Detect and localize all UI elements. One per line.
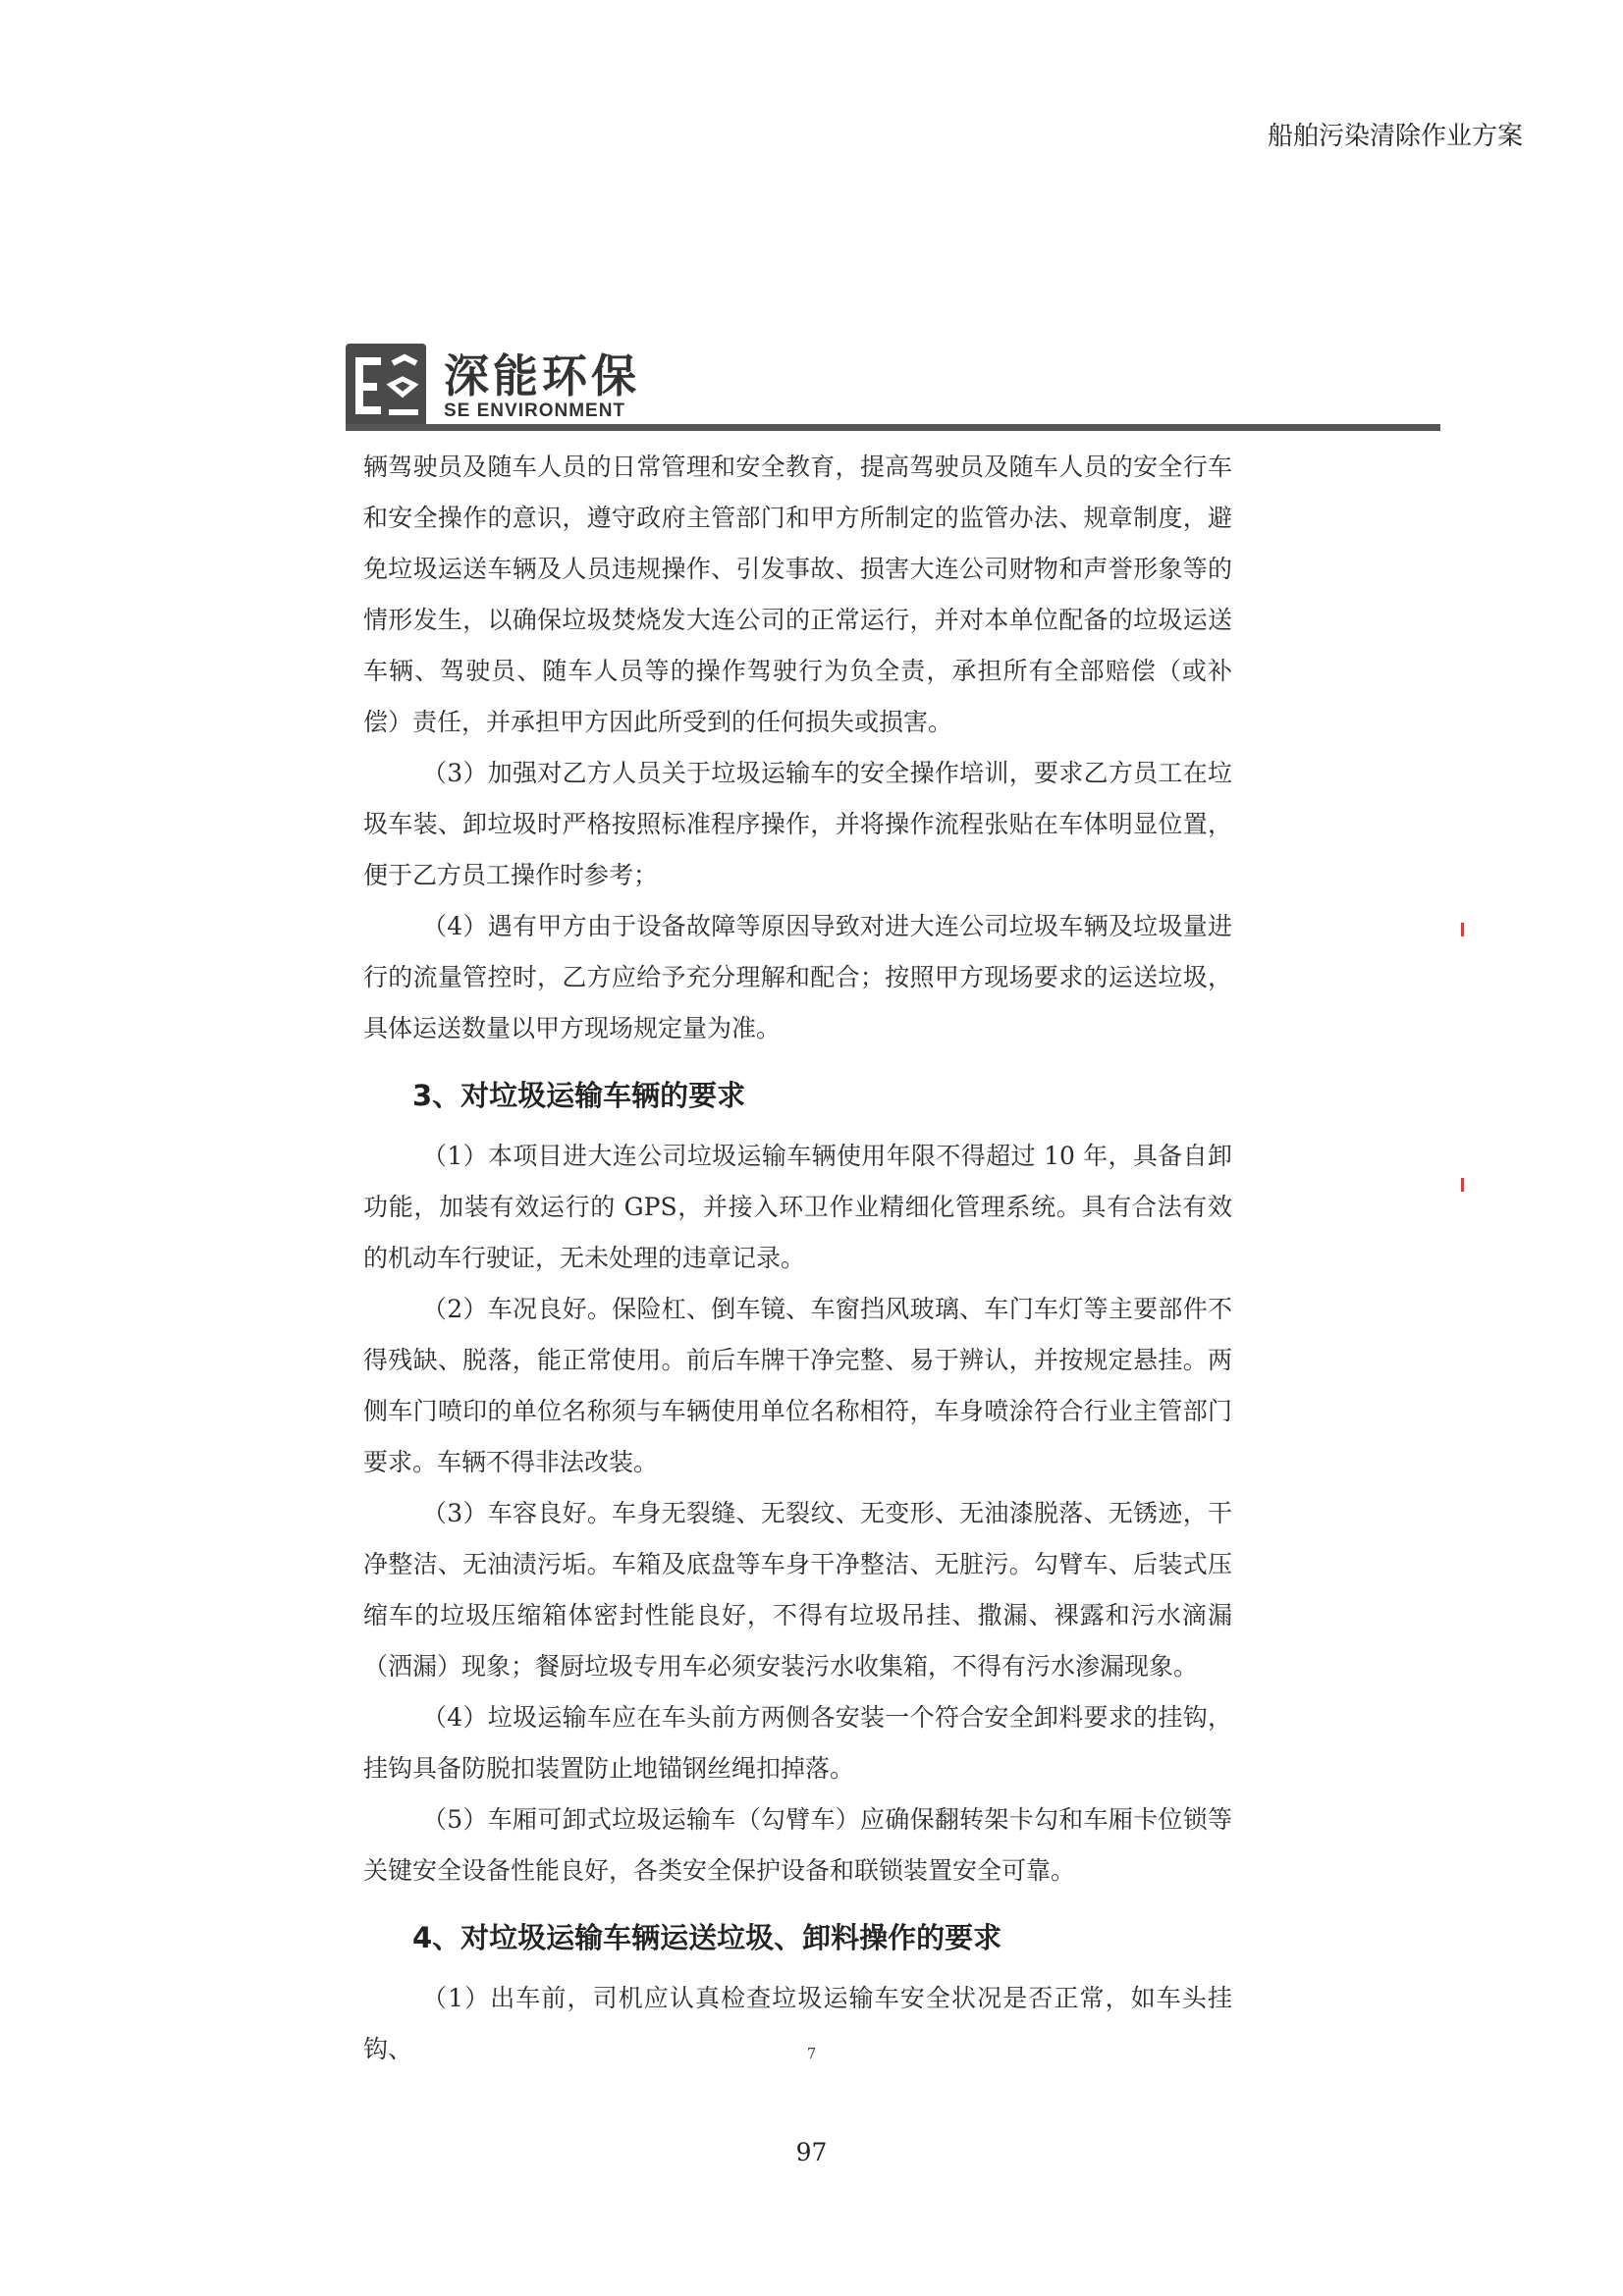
company-logo <box>346 344 640 428</box>
outer-page-number: 97 <box>795 2138 828 2166</box>
paragraph-item-4: （4）遇有甲方由于设备故障等原因导致对进大连公司垃圾车辆及垃圾量进行的流量管控时，乙方应给予充分理解和配合；按照甲方现场要求的运送垃圾，具体运送数量以甲方现场规定量为准。 <box>363 912 1232 1042</box>
section-3-item-4: （4）垃圾运输车应在车头前方两侧各安装一个符合安全卸料要求的挂钩，挂钩具备防脱扣装置防止地锚钢丝绳扣掉落。 <box>363 1703 1232 1783</box>
section-3-item-2: （2）车况良好。保险杠、倒车镜、车窗挡风玻璃、车门车灯等主要部件不得残缺、脱落，能正常使用。前后车牌干净完整、易于辨认，并按规定悬挂。两侧车门喷印的单位名称须与车辆使用单位名称相符，车身喷涂符合行业主管部门要求。车辆不得非法改装。 <box>363 1295 1232 1476</box>
inner-page-number: 7 <box>806 2045 817 2062</box>
logo-english-name: SE ENVIRONMENT <box>444 400 626 421</box>
scan-mark <box>1461 1178 1464 1192</box>
header-divider <box>346 424 1440 431</box>
section-4-item-1: （1）出车前，司机应认真检查垃圾运输车安全状况是否正常，如车头挂钩、 <box>363 1984 1232 2063</box>
section-3-title: 3、对垃圾运输车辆的要求 <box>412 1079 746 1112</box>
section-3-item-3: （3）车容良好。车身无裂缝、无裂纹、无变形、无油漆脱落、无锈迹，干净整洁、无油渍污垢。车箱及底盘等车身干净整洁、无脏污。勾臂车、后装式压缩车的垃圾压缩箱体密封性能良好，不得有垃圾吊挂、撒漏、裸露和污水滴漏（洒漏）现象；餐厨垃圾专用车必须安装污水收集箱，不得有污水渗漏现象。 <box>363 1499 1232 1681</box>
section-3-item-1: （1）本项目进大连公司垃圾运输车辆使用年限不得超过 10 年，具备自卸功能，加装有效运行的 GPS，并接入环卫作业精细化管理系统。具有合法有效的机动车行驶证，无未处理的违章记录。 <box>363 1142 1232 1272</box>
document-body <box>363 442 1232 2075</box>
scan-mark <box>1461 923 1464 936</box>
section-4-title: 4、对垃圾运输车辆运送垃圾、卸料操作的要求 <box>412 1921 1002 1954</box>
paragraph-item-3: （3）加强对乙方人员关于垃圾运输车的安全操作培训，要求乙方员工在垃圾车装、卸垃圾时严格按照标准程序操作，并将操作流程张贴在车体明显位置，便于乙方员工操作时参考； <box>363 759 1232 889</box>
paragraph-continued: 辆驾驶员及随车人员的日常管理和安全教育，提高驾驶员及随车人员的安全行车和安全操作的意识，遵守政府主管部门和甲方所制定的监管办法、规章制度，避免垃圾运送车辆及人员违规操作、引发事故、损害大连公司财物和声誉形象等的情形发生，以确保垃圾焚烧发大连公司的正常运行，并对本单位配备的垃圾运送车辆、驾驶员、随车人员等的操作驾驶行为负全责，承担所有全部赔偿（或补偿）责任，并承担甲方因此所受到的任何损失或损害。 <box>363 453 1232 736</box>
document-header-title: 船舶污染清除作业方案 <box>1267 122 1523 151</box>
logo-emblem-icon <box>346 344 426 428</box>
section-3-item-5: （5）车厢可卸式垃圾运输车（勾臂车）应确保翻转架卡勾和车厢卡位锁等关键安全设备性能良好，各类安全保护设备和联锁装置安全可靠。 <box>363 1805 1232 1885</box>
logo-chinese-name: 深能环保 <box>444 349 640 402</box>
